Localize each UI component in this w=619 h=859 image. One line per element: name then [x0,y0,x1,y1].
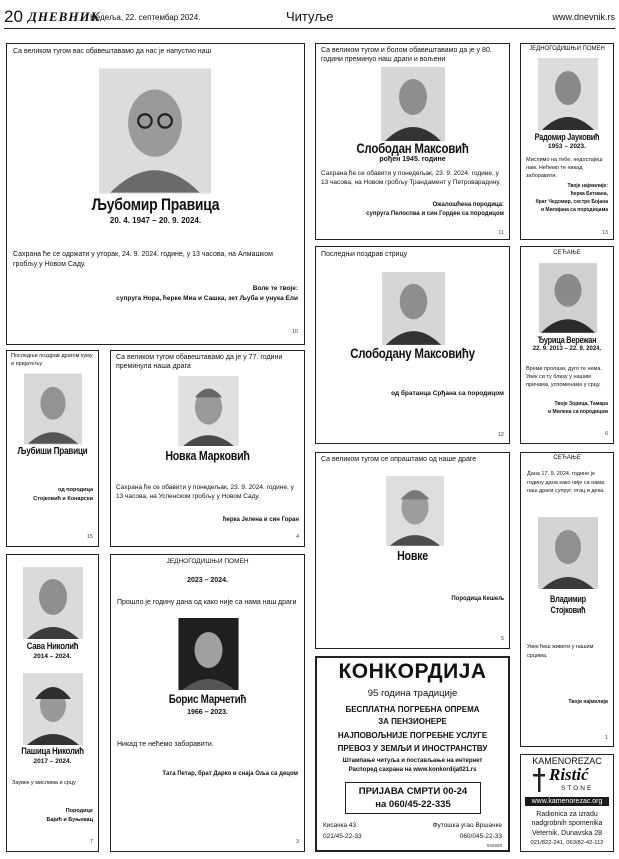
obituary-maksovic-nephew [315,246,510,444]
signature-line1: Породица Кешељ [451,596,504,602]
remembrance-text: Заувек у мислима и срцу [12,780,76,786]
remembrance-text: Време пролази, дуго те нема. Увек си ту близу у нашим причама, успоменама у срцу. [526,366,602,388]
newspaper-logo: ДНЕВНИК [28,9,101,24]
page-number: 20 [4,7,23,26]
website-link[interactable]: www.dnevnik.rs [552,12,615,22]
intro-text: Са великом тугом се опраштамо од наше драге [321,456,477,463]
address-2: Футошка угао Вршачке [432,822,502,829]
life-dates-pasica: 2017 – 2024. [33,758,72,765]
ad-number: 10 [291,329,298,335]
phone-1[interactable]: 021/45-22-33 [323,833,362,840]
intro-text: Са великом тугом вас обавештавамо да нас је напустио наш [13,48,212,55]
portrait-photo-pasica [23,673,83,745]
signature-line1: Ожалошћена породица: [432,202,504,208]
intro-text: ЈЕДНОГОДИШЊИ ПОМЕН [166,558,249,565]
company-name: КОНКОРДИЈА [338,660,487,683]
intro-text: Последњи поздрав драгом куму и пријатељу [11,353,93,367]
brand-line1: KAMENOREZAC [532,756,602,766]
remembrance-text: Мислимо на тебе, недостајеш нам. Нећемо те никад заборавити. [526,157,603,179]
funeral-info: Сахрана ће се одржати у уторак, 24. 9. 2024. године, у 13 часова, на Алмашком гробљу у Новом Саду. [13,251,273,268]
deceased-name: Слободан Максовић [356,140,469,156]
funeral-info: Сахрана ће се обавити у понедељак, 23. 9. 2024. године, у 13 часова, на Успенском гробљу у Новом Саду. [116,484,294,500]
obituary-jaukovic [520,43,614,240]
intro-text: Са великом тугом и болом обавештавамо да је у 80. години преминуо наш драги и вољени [321,47,492,63]
ad-number: 6 [604,431,608,437]
obituary-nikolic [6,554,99,852]
signature-line1: Тата Петар, брат Дарко и снаја Оља са децом [162,771,298,777]
info-line1: Radionica za izradu [536,811,598,818]
issue-date: Недеља, 22. септембар 2024. [90,13,201,22]
death-report-phone[interactable]: на 060/45-22-335 [375,799,451,810]
deceased-name: Слободану Максовићу [350,345,475,361]
signature-line2: супруга Пелоспва и син Горден са породицом [366,211,504,217]
deceased-name-sava: Сава Николић [26,641,79,652]
company-tagline: 95 година традиције [367,688,458,699]
section-title: Читуље [286,9,334,24]
life-dates: 22. 9. 2013 – 22. 9. 2024. [532,346,602,352]
ad-number: 3 [295,839,299,845]
signature-line1: од породица [57,487,93,493]
signature-line2: Бајић и Буњевац [46,817,93,823]
obituary-novke [315,452,510,649]
birth-note: рођен 1945. године [379,156,446,163]
portrait-photo [538,58,598,130]
intro-text: СЕЋАЊЕ [553,250,581,256]
funeral-info: Сахрана ће се обавити у понедељак, 23. 9. 2024. године, у 13 часова, на Новом гробљу Трандамент у Петроварадину. [321,170,501,186]
signature-line2: супруга Нора, ћерке Миа и Сашка, зет Љуба и унука Ели [116,295,298,302]
obituary-markovic [110,350,305,547]
ad-number: 7 [89,839,93,845]
service-line4: ПРЕВОЗ У ЗЕМЉИ И ИНОСТРАНСТВУ [337,744,488,753]
signature-line2: Стојковић и Конарски [33,496,93,502]
signature-line3: брат Чедомир, сестре Бојана [535,199,608,205]
ad-number: 1 [604,735,608,741]
signature-line4: и Милијана са породицама [540,207,608,213]
phone-2[interactable]: 060/045-22-33 [459,833,502,840]
ad-number: 5 [500,636,504,642]
portrait-photo [99,68,211,194]
deceased-name: Радомир Јауковић [534,132,600,142]
portrait-photo [178,376,239,446]
obituary-marcetic [110,554,305,852]
website-bar[interactable]: www.kamenorezac.org [525,797,609,806]
ad-number: 12 [497,432,504,438]
portrait-photo [178,618,239,690]
service-line2: ЗА ПЕНЗИОНЕРЕ [378,717,447,726]
remembrance-text-2: Увек ћеш живети у нашим срцима. [527,644,594,659]
ristic-logo [527,767,609,795]
address-1: Кисачка 43 [323,822,357,829]
intro-text: Са великом тугом обавештавамо да је у 77. години преминула наша драга [116,354,283,370]
signature-line1: Твоји најмилији [568,699,608,705]
page-header [4,6,615,30]
life-dates: 20. 4. 1947 – 20. 9. 2024. [109,216,202,225]
deceased-name: Владимир Стојковић [550,594,586,615]
konkordija-ad [315,656,510,852]
info-line3: Veternik, Dunavska 28 [531,830,603,837]
info-line4[interactable]: 021/822-241, 063/82-42-112 [530,840,604,846]
deceased-name: Новка Марковић [165,448,250,463]
signature-line1: Породице [65,808,93,814]
life-dates: 1966 – 2023. [187,709,228,716]
memorial-years: 2023 – 2024. [187,577,228,584]
intro-text: СЕЋАЊЕ [553,455,581,461]
ad-number: 11 [498,230,504,236]
life-dates-sava: 2014 – 2024. [33,653,72,660]
obituary-pravica [6,43,305,345]
signature-line1: од братанца Срђана са породицом [391,390,504,397]
service-line6: Распоред сахрана на www.konkordija021.rs [348,767,477,773]
deceased-name: Ђурица Вережан [537,335,597,345]
remembrance-text: Дана 17. 9. 2024. године је годину дана како није са нама наш драги супруг, отац и дека. [527,471,605,494]
signature-line2: и Милена са породицом [548,409,608,415]
life-dates: 1953 – 2023. [548,143,586,150]
ad-number: 4 [295,534,299,540]
deceased-name: Љубомир Правица [91,195,220,214]
header-rule [4,28,615,29]
portrait-photo [538,517,598,589]
obituary-stojkovic [520,452,614,747]
signature-line1: ћерка Јелена и син Горан [222,517,299,523]
ad-code: S06689 [486,843,502,848]
portrait-photo [382,272,445,345]
service-line1: БЕСПЛАТНА ПОГРЕБНА ОПРЕМА [345,705,480,714]
brand-stone: STONE [561,785,594,792]
service-line5: Штампање читуља и постављање на интернет [342,758,483,764]
deceased-name: Новке [397,548,428,563]
signature-line1: Твоје Зорица, Тамара [554,401,608,407]
portrait-photo [24,373,82,445]
ad-number: 13 [601,230,608,236]
obituary-maksovic [315,43,510,240]
remembrance-text-2: Никад те нећемо заборавити. [117,741,214,748]
service-line3: НАЈПОВОЉНИЈЕ ПОГРЕБНЕ УСЛУГЕ [337,731,488,740]
signature-line1: Воле те твоје: [252,285,298,292]
info-line2: nadgrobnih spomenika [531,820,603,827]
signature-line2: ћерка Бетиана, [570,191,608,197]
remembrance-text: Прошло је годину дана од како није са нама наш драги [117,599,297,606]
deceased-name-pasica: Пашица Николић [21,746,84,757]
death-report-line1: ПРИЈАВА СМРТИ 00-24 [358,786,468,797]
death-report-box [345,782,481,814]
ad-number: 15 [86,534,93,540]
obituary-pravica-friends [6,350,99,547]
obituary-verezan [520,246,614,444]
portrait-photo [381,67,445,141]
intro-text: ЈЕДНОГОДИШЊИ ПОМЕН [529,46,605,52]
portrait-photo [386,476,444,546]
deceased-name: Љубиши Правици [17,446,88,457]
signature-line1: Твоје најмилије: [567,183,608,189]
deceased-name: Борис Марчетић [168,692,247,706]
portrait-photo-sava [23,567,83,639]
cross-icon [533,768,545,792]
intro-text: Последњи поздрав стрицу [321,251,408,258]
ristic-ad [520,754,614,852]
brand-name: Ristić [549,765,589,784]
portrait-photo [539,263,597,333]
